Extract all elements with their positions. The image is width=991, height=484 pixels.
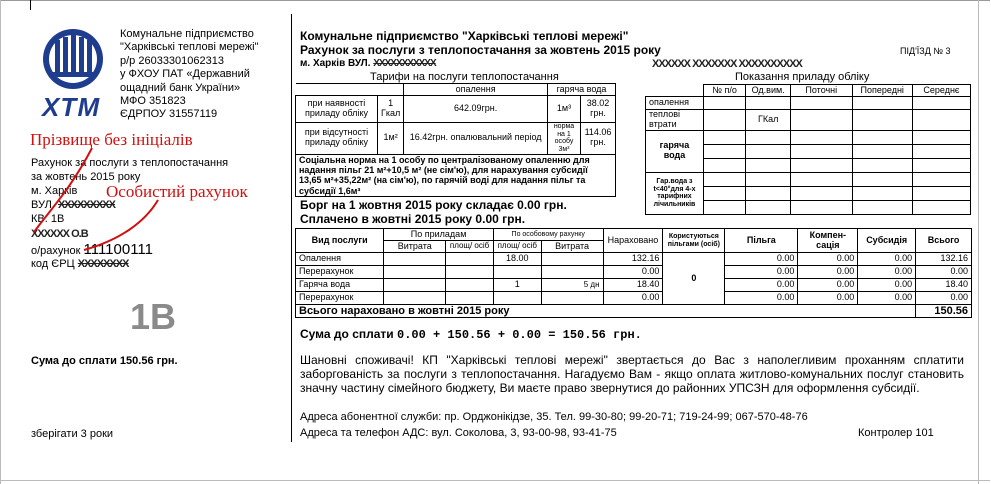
logo-text: ХТМ [42,92,101,122]
meter-losses-unit: ГКал [746,110,791,131]
bill-entrance: ПІД'ЇЗД № 3 [900,46,951,56]
tariffs-row2-heating: 16.42грн. опалювальний період [404,123,548,155]
charges-h-benefit: Пільга [725,229,798,253]
tariffs-row2-hw-price: 114.06 грн. [581,123,616,155]
tariffs-blank [296,84,404,96]
stub-account-value: 111100111 [83,241,153,258]
charges-h-comp: Компен-сація [798,229,858,253]
meter-row-hw: гаряча вода [646,130,704,172]
charges-row-name: Гаряча вода [296,279,384,292]
tariffs-row1-hw-price: 38.02 грн. [581,96,616,123]
table-row [296,253,972,266]
meter-row-note: Гар.вода з t<40°для 4-х тарифних лічильників [646,172,704,214]
charges-row-subsidy: 0.00 [858,253,916,266]
stub-street-value: XXXXXXXXX [57,199,115,211]
footer-ads-address: Адреса та телефон АДС: вул. Соколова, 3, 93-00-98, 93-41-75 [300,427,617,439]
stub-apartment [31,213,64,225]
charges-row-name: Перерахунок [296,266,384,279]
annotation-account: Особистий рахунок [106,182,248,201]
meter-title: Показання приладу обліку [735,71,870,83]
charges-row-spend2 [541,253,603,266]
charges-row-subsidy: 0.00 [858,266,916,279]
charges-row-total: 0.00 [916,266,972,279]
tariffs-row2-hw-unit: норма на 1 особу 3м³ [548,123,581,155]
bill-title: Рахунок за послуги з теплопостачання за жовтень 2015 року [300,43,661,57]
charges-row-benefit: 0.00 [725,253,798,266]
tariffs-norm: Соціальна норма на 1 особу по централізованому опаленню для надання пільг 21 м²+10,5 м² (не сім'ю), для нарахування субсидії 13,65 м²+35,22м² (на сім'ю), по гарячій воді для надання пільг та субсидії 1,6м³ [296,154,616,196]
tariffs-row1-unit: 1 Гкал [378,96,404,123]
charges-row-area2: 18.00 [493,253,541,266]
stub-bill-line2: за жовтень 2015 року [31,171,141,183]
bill-street-value: XXXXXXXXXXX [373,58,436,69]
charges-h-area: площ/ осіб [446,241,494,253]
meter-h-current: Поточні [791,85,853,97]
stub-erc [31,258,128,270]
charges-row-charged: 18.40 [603,279,663,292]
stub-apt-value: 1В [50,213,65,225]
meter-table [645,84,971,215]
stub-street [31,199,115,211]
charges-total-value: 150.56 [916,305,972,318]
bill-city-street: м. Харків ВУЛ. [300,58,371,69]
page-frame-left [0,0,1,484]
bill-person: ХХХХХХ ХХХХХХХ ХХХХХХХХХХ [652,58,802,70]
stub-sum: Сума до сплати 150.56 грн. [31,355,178,367]
charges-row-benefit: 0.00 [725,292,798,305]
charges-row-spend2: 5 дн [541,279,603,292]
charges-row-total: 18.40 [916,279,972,292]
charges-total-label: Всього нараховано в жовтні 2015 року [296,305,916,318]
charges-row-area2 [493,266,541,279]
debt-line2: Сплачено в жовтні 2015 року 0.00 грн. [300,212,526,226]
table-row [296,266,972,279]
sum-label: Сума до сплати [300,327,394,341]
meter-h-average: Середнє [912,85,970,97]
meter-row-heating: опалення [646,97,704,110]
charges-row-name: Перерахунок [296,292,384,305]
tariffs-row1-label: при наявності приладу обліку [296,96,378,123]
tariffs-row2-label: при відсутності приладу обліку [296,123,378,155]
charges-row-benefit: 0.00 [725,266,798,279]
charges-row-comp: 0.00 [798,292,858,305]
charges-h-spend: Витрата [384,241,446,253]
stub-erc-label: код ЄРЦ [31,258,75,270]
stub-name: ХХХХХХ О.В [31,228,88,240]
stub-account-label: о/рахунок [31,245,81,257]
notice: Шановні споживачі! КП "Харківські теплові мережі" звертається до Вас з наполегливим проханням сплатити заборгованість за послуги з теплопостачання. Нагадуємо Вам - якщо оплата житлово-комунальних послуг становить значну частину сімейного бюджету, Ви маєте право звернутися до районних УПСЗН для оформлення субсидії. [300,353,964,395]
meter-h-previous: Попередні [852,85,912,97]
charges-h-subsidy: Субсидія [858,229,916,253]
bill-org: Комунальне підприємство "Харківські теплові мережі" [300,29,629,43]
meter-h-unit: Од.вим. [746,85,791,97]
table-row [296,279,972,292]
charges-h-spend2: Витрата [541,241,603,253]
org-line: МФО 351823 [120,95,186,108]
footer-service-address: Адреса абонентної служби: пр. Орджонікідзе, 35. Тел. 99-30-80; 99-20-71; 719-24-99; 067-570-48-76 [300,411,808,423]
charges-h-benefit-users: Користуються пільгами (осіб) [663,229,725,253]
tariffs-col-hw: гаряча вода [548,84,616,96]
stub-city: м. Харків [31,185,78,197]
sum-formula: 0.00 + 150.56 + 0.00 = 150.56 грн. [397,328,642,342]
stub-street-label: ВУЛ. [31,199,55,211]
charges-benefit-users: 0 [663,253,725,305]
charges-row-comp: 0.00 [798,253,858,266]
tariffs-row1-heating: 642.09грн. [404,96,548,123]
meter-row-losses: теплові втрати [646,110,704,131]
charges-h-total: Всього [916,229,972,253]
tear-line [291,14,292,442]
stub-big-code: 1В [130,296,177,337]
page-frame-right [978,0,979,484]
org-line: р/р 26033301062313 [120,54,224,67]
table-row [296,292,972,305]
tariffs-row2-unit: 1м² [378,123,404,155]
charges-row-area2 [493,292,541,305]
charges-row-spend2 [541,266,603,279]
company-logo [38,26,108,126]
org-line: у ФХОУ ПАТ «Державний [120,68,250,81]
charges-row-charged: 0.00 [603,266,663,279]
charges-h-area2: площ/ осіб [493,241,541,253]
charges-h-service: Вид послуги [296,229,384,253]
page-frame-bottom [0,480,990,481]
org-line: Комунальне підприємство [120,28,254,40]
org-line: ЄДРПОУ 31557119 [120,108,218,121]
org-line: ощадний банк України» [120,81,241,94]
meter-blank [646,85,704,97]
charges-row-comp: 0.00 [798,266,858,279]
tariffs-table [295,83,616,197]
footer-controller: Контролер 101 [858,427,934,439]
charges-row-total: 132.16 [916,253,972,266]
charges-row-subsidy: 0.00 [858,292,916,305]
charges-row-charged: 0.00 [603,292,663,305]
sum-to-pay [300,327,642,342]
charges-h-by-meter: По приладам [384,229,494,241]
stub-account [31,241,153,258]
charges-row-spend2 [541,292,603,305]
charges-row-benefit: 0.00 [725,279,798,292]
tariffs-title: Тарифи на послуги теплопостачання [370,71,559,83]
meter-h-num: № п/о [703,85,745,97]
charges-row-subsidy: 0.00 [858,279,916,292]
charges-table [295,228,972,318]
charges-row-charged: 132.16 [603,253,663,266]
charges-h-by-account: По особовому рахунку [493,229,603,241]
annotation-surname: Прізвище без ініціалів [30,130,193,149]
org-line: "Харківські теплові мережі" [120,41,259,54]
tariffs-col-heating: опалення [404,84,548,96]
corner-mark [30,0,31,10]
bill-address [300,58,436,69]
debt-line1: Борг на 1 жовтня 2015 року складає 0.00 грн. [300,198,567,212]
stub-erc-value: XXXXXXXX [77,258,129,270]
charges-h-charged: Нараховано [603,229,663,253]
stub-apt-label: КВ. [31,213,48,225]
stub-bill-line1: Рахунок за послуги з теплопостачання [31,157,229,169]
charges-row-name: Опалення [296,253,384,266]
page-frame-top [0,0,990,1]
charges-row-total: 0.00 [916,292,972,305]
charges-row-comp: 0.00 [798,279,858,292]
charges-row-area2: 1 [493,279,541,292]
stub-keep: зберігати 3 роки [31,428,114,440]
org-details [120,28,259,122]
tariffs-row1-hw-unit: 1м³ [548,96,581,123]
